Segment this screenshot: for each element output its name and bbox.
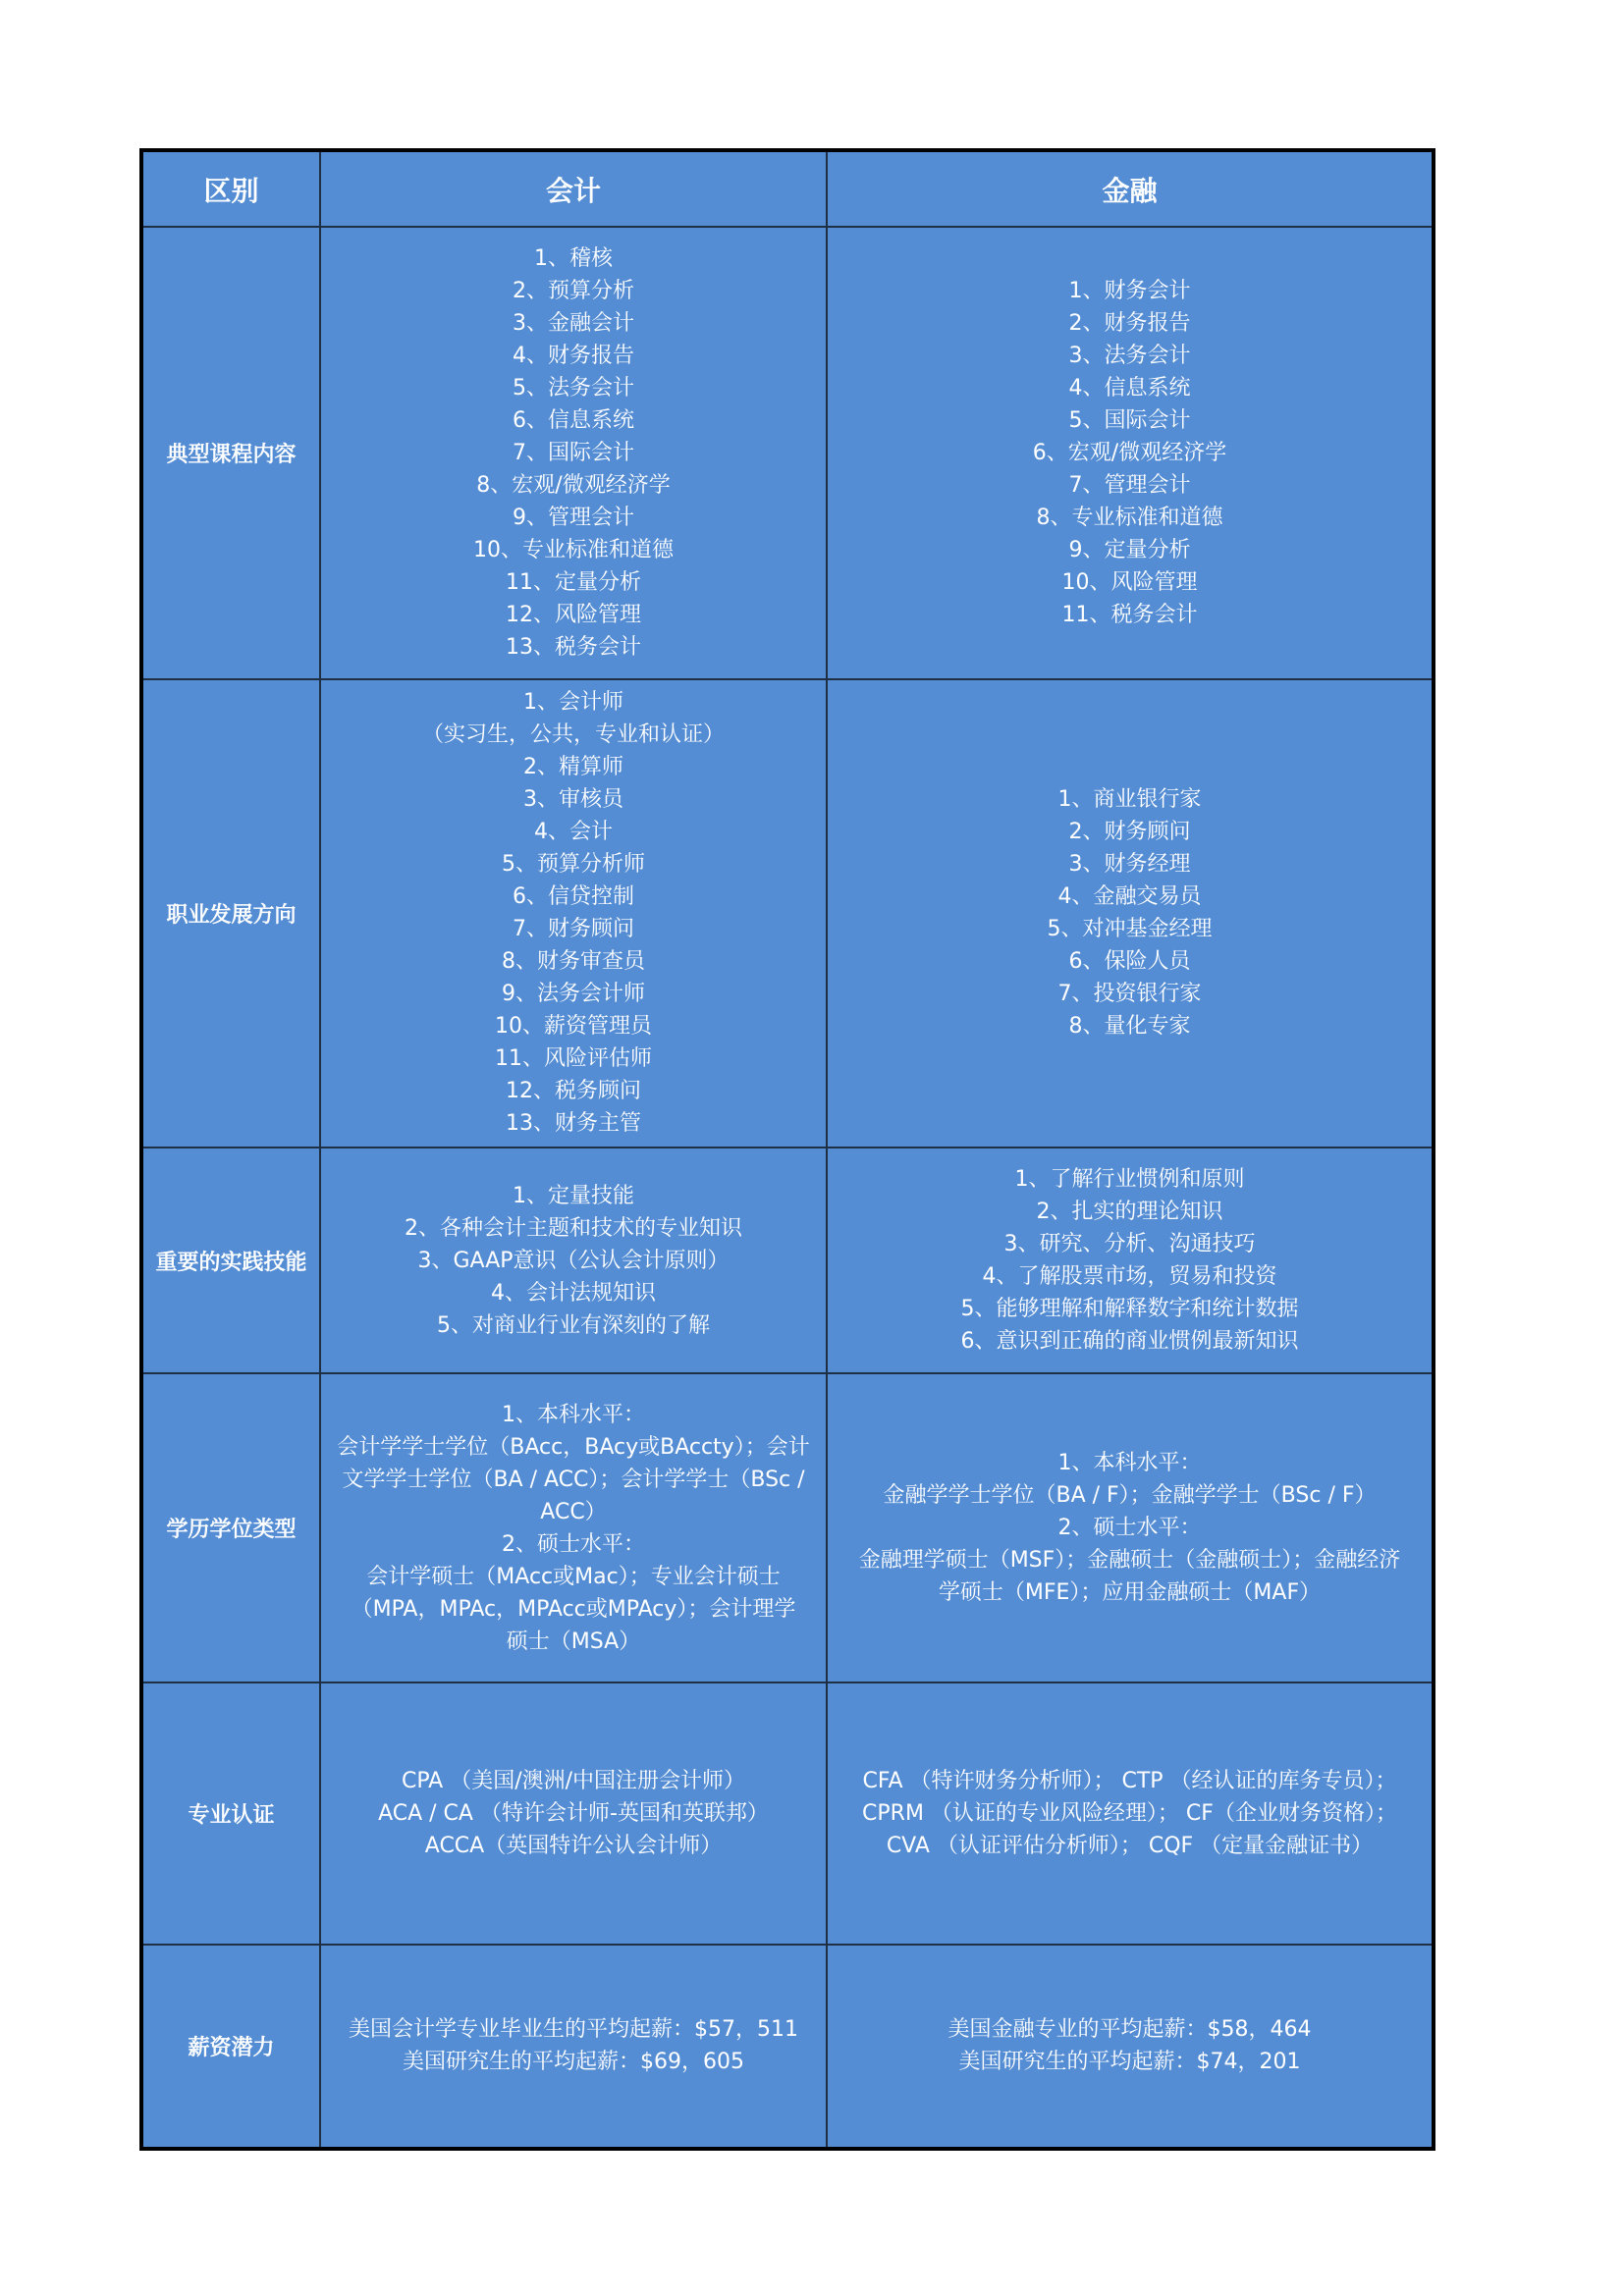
- row-skills: [141, 1148, 1434, 1373]
- finance-cell: [827, 1373, 1434, 1682]
- cell-line: 11、税务会计: [1061, 603, 1198, 628]
- row-label: 专业认证: [141, 1682, 320, 1945]
- cell-line: 6、宏观/微观经济学: [1032, 441, 1227, 466]
- cell-line: 4、会计: [534, 820, 613, 845]
- cell-line: 3、研究、分析、沟通技巧: [1003, 1232, 1256, 1257]
- cell-line: 会计学硕士（MAcc或Mac）；专业会计硕士: [366, 1564, 781, 1589]
- cell-line: 金融学学士学位（BA / F）；金融学学士（BSc / F）: [883, 1483, 1377, 1509]
- cell-line: 2、硕士水平：: [1057, 1516, 1202, 1541]
- cell-line: 4、会计法规知识: [491, 1280, 656, 1306]
- cell-line: 3、审核员: [523, 787, 623, 813]
- cell-line: 13、财务主管: [506, 1111, 641, 1137]
- cell-line: 美国会计学专业毕业生的平均起薪：$57，511: [349, 2017, 798, 2043]
- cell-line: CFA （特许财务分析师）； CTP （经认证的库务专员）；: [862, 1768, 1397, 1793]
- accounting-cell: [320, 227, 827, 679]
- accounting-cell: [320, 679, 827, 1148]
- cell-line: 7、财务顾问: [513, 917, 634, 942]
- cell-line: 4、金融交易员: [1057, 884, 1202, 910]
- cell-line: 美国金融专业的平均起薪：$58，464: [947, 2017, 1312, 2043]
- header-distinction: 区别: [141, 150, 320, 227]
- cell-line: 11、风险评估师: [495, 1046, 652, 1072]
- cell-line: 5、法务会计: [513, 376, 634, 401]
- header-finance: 金融: [827, 150, 1434, 227]
- cell-line: 8、量化专家: [1068, 1014, 1191, 1040]
- cell-line: 7、管理会计: [1068, 473, 1191, 499]
- cell-line: （实习生，公共，专业和认证）: [421, 722, 725, 748]
- cell-line: 硕士（MSA）: [506, 1629, 641, 1654]
- row-courses: [141, 227, 1434, 679]
- cell-line: 1、稽核: [534, 246, 613, 272]
- cell-line: 9、法务会计师: [502, 982, 645, 1007]
- accounting-cell: [320, 1373, 827, 1682]
- cell-line: 6、信贷控制: [513, 884, 634, 910]
- cell-line: 7、国际会计: [513, 441, 634, 466]
- cell-line: 2、财务顾问: [1068, 820, 1191, 845]
- finance-cell: [827, 227, 1434, 679]
- cell-line: 5、对冲基金经理: [1047, 917, 1213, 942]
- cell-line: 2、硕士水平：: [502, 1531, 645, 1557]
- header-row: [141, 150, 1434, 227]
- cell-line: 5、预算分析师: [502, 852, 645, 878]
- finance-cell: [827, 1682, 1434, 1945]
- cell-line: 9、管理会计: [513, 506, 634, 531]
- cell-line: 1、了解行业惯例和原则: [1014, 1167, 1245, 1193]
- finance-cell: [827, 1148, 1434, 1373]
- cell-line: CVA （认证评估分析师）； CQF （定量金融证书）: [886, 1833, 1374, 1858]
- cell-line: 金融理学硕士（MSF）；金融硕士（金融硕士）；金融经济: [858, 1548, 1401, 1574]
- cell-line: 文学学士学位（BA / ACC）；会计学学士（BSc /: [342, 1467, 805, 1492]
- cell-line: 6、信息系统: [513, 408, 634, 434]
- cell-line: 会计学学士学位（BAcc，BAcy或BAccty）；会计: [337, 1434, 810, 1460]
- row-careers: [141, 679, 1434, 1148]
- accounting-cell: [320, 1945, 827, 2149]
- cell-line: 3、GAAP意识（公认会计原则）: [417, 1248, 730, 1273]
- row-label: 学历学位类型: [141, 1373, 320, 1682]
- cell-line: 4、了解股票市场，贸易和投资: [982, 1264, 1277, 1290]
- cell-line: 3、法务会计: [1068, 344, 1191, 369]
- row-label: 典型课程内容: [141, 227, 320, 679]
- cell-line: 2、预算分析: [513, 279, 634, 304]
- cell-line: 1、商业银行家: [1057, 787, 1202, 813]
- cell-line: 8、财务审查员: [502, 949, 645, 975]
- cell-line: 8、宏观/微观经济学: [476, 473, 671, 499]
- cell-line: ACC）: [540, 1499, 607, 1524]
- cell-line: ACCA（英国特许公认会计师）: [424, 1833, 723, 1858]
- cell-line: 5、能够理解和解释数字和统计数据: [960, 1297, 1299, 1322]
- cell-line: 2、各种会计主题和技术的专业知识: [405, 1215, 742, 1241]
- cell-line: 1、会计师: [523, 690, 623, 716]
- comparison-table: [139, 148, 1435, 2151]
- cell-line: 3、财务经理: [1068, 852, 1191, 878]
- row-salary: [141, 1945, 1434, 2149]
- cell-line: 12、风险管理: [506, 603, 641, 628]
- accounting-cell: [320, 1148, 827, 1373]
- cell-line: 1、本科水平：: [1057, 1451, 1202, 1476]
- accounting-cell: [320, 1682, 827, 1945]
- cell-line: 8、专业标准和道德: [1036, 506, 1223, 531]
- header-accounting: 会计: [320, 150, 827, 227]
- row-degrees: [141, 1373, 1434, 1682]
- cell-line: 12、税务顾问: [506, 1079, 641, 1104]
- cell-line: （MPA，MPAc，MPAcc或MPAcy）；会计理学: [351, 1596, 796, 1622]
- cell-line: 7、投资银行家: [1057, 982, 1202, 1007]
- cell-line: 5、国际会计: [1068, 408, 1191, 434]
- cell-line: 9、定量分析: [1068, 538, 1191, 563]
- cell-line: 1、财务会计: [1068, 279, 1191, 304]
- cell-line: 11、定量分析: [506, 570, 641, 596]
- cell-line: 学硕士（MFE）；应用金融硕士（MAF）: [938, 1580, 1322, 1606]
- row-label: 重要的实践技能: [141, 1148, 320, 1373]
- cell-line: 5、对商业行业有深刻的了解: [437, 1312, 710, 1338]
- finance-cell: [827, 1945, 1434, 2149]
- cell-line: 10、风险管理: [1061, 570, 1198, 596]
- cell-line: 美国研究生的平均起薪：$74，201: [958, 2050, 1301, 2075]
- cell-line: 10、专业标准和道德: [473, 538, 674, 563]
- cell-line: 3、金融会计: [513, 311, 634, 337]
- cell-line: 6、保险人员: [1068, 949, 1191, 975]
- cell-line: 4、财务报告: [513, 344, 634, 369]
- row-certifications: [141, 1682, 1434, 1945]
- cell-line: 6、意识到正确的商业惯例最新知识: [960, 1329, 1299, 1355]
- cell-line: 2、财务报告: [1068, 311, 1191, 337]
- cell-line: 2、精算师: [523, 755, 623, 780]
- cell-line: CPA （美国/澳洲/中国注册会计师）: [401, 1768, 746, 1793]
- row-label: 薪资潜力: [141, 1945, 320, 2149]
- cell-line: 10、薪资管理员: [495, 1014, 652, 1040]
- cell-line: 4、信息系统: [1068, 376, 1191, 401]
- cell-line: 13、税务会计: [506, 635, 641, 661]
- cell-line: ACA / CA （特许会计师-英国和英联邦）: [378, 1800, 769, 1826]
- cell-line: CPRM （认证的专业风险经理）； CF（企业财务资格）；: [862, 1800, 1397, 1826]
- finance-cell: [827, 679, 1434, 1148]
- row-label: 职业发展方向: [141, 679, 320, 1148]
- cell-line: 美国研究生的平均起薪：$69，605: [403, 2050, 744, 2075]
- cell-line: 2、扎实的理论知识: [1036, 1200, 1223, 1225]
- cell-line: 1、定量技能: [513, 1183, 634, 1208]
- cell-line: 1、本科水平：: [502, 1402, 645, 1427]
